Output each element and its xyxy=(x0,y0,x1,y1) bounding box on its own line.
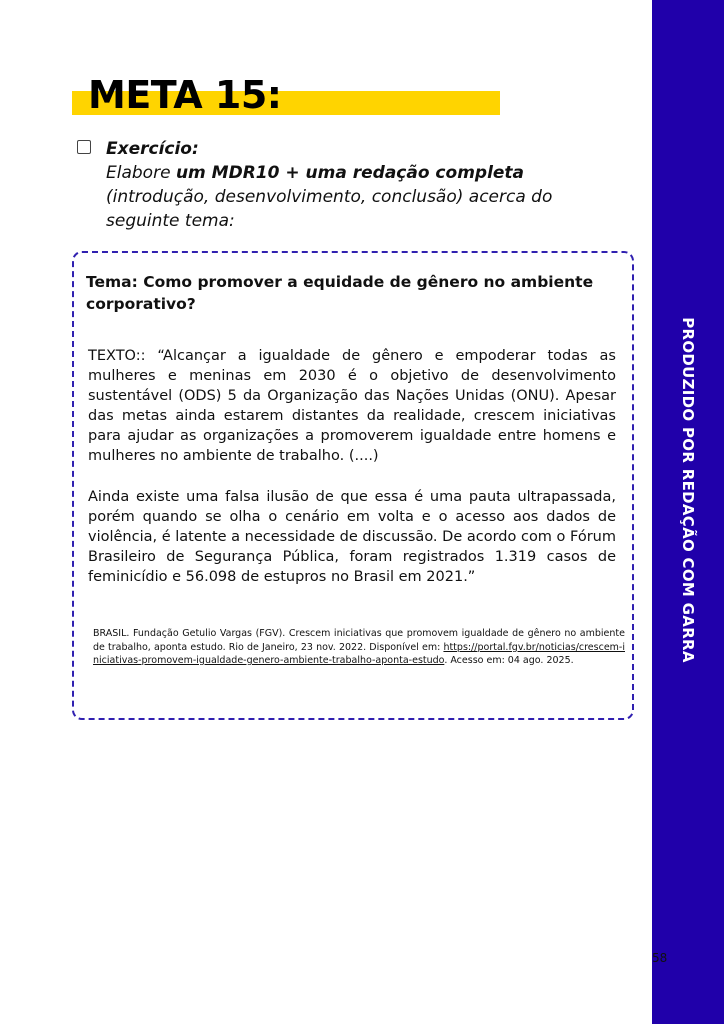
exercise-text-start: Elabore xyxy=(106,163,176,183)
citation-text: BRASIL. Fundação Getulio Vargas (FGV). Crescem iniciativas que promovem igualdade de gênero no ambiente de trabalho, aponta estudo. Rio de Janeiro, 23 nov. 2022. Disponível em: xyxy=(93,628,625,653)
citation-access: . Acesso em: 04 ago. 2025. xyxy=(444,655,574,666)
page-number: 58 xyxy=(652,951,668,965)
motivating-text-paragraph: Ainda existe uma falsa ilusão de que essa é uma pauta ultrapassada, porém quando se olha o cenário em volta e o acesso aos dados de violência, é latente a necessidade de discussão. De acordo com o Fórum Brasileiro de Segurança Pública, foram registrados 1.319 casos de feminicídio e 56.098 de estupros no Brasil em 2021.” xyxy=(88,489,616,585)
exercise-label: Exercício: xyxy=(106,139,199,159)
theme-title: Tema: Como promover a equidade de gênero no ambiente corporativo? xyxy=(86,273,594,313)
exercise-text-bold: um MDR10 + uma redação completa xyxy=(175,163,525,183)
exercise-text-end: (introdução, desenvolvimento, conclusão) acerca do seguinte tema: xyxy=(106,187,553,231)
exercise-text xyxy=(106,161,626,233)
exercise-instructions xyxy=(106,137,626,233)
sidebar-banner xyxy=(652,0,724,1024)
page-title: META 15: xyxy=(88,73,282,117)
motivating-text-paragraph: TEXTO:: “Alcançar a igualdade de gênero e empoderar todas as mulheres e meninas em 2030 é o objetivo de desenvolvimento sustentável (ODS) 5 da Organização das Nações Unidas (ONU). Apesar das metas ainda estarem distantes da realidade, crescem iniciativas para ajudar as organizações a promoverem igualdade entre homens e mulheres no ambiente de trabalho. (....) xyxy=(88,348,616,464)
sidebar-text: PRODUZIDO POR REDAÇÃO COM GARRA xyxy=(679,317,697,663)
citation xyxy=(93,627,625,668)
citation-link[interactable]: https://portal.fgv.br/noticias/crescem-iniciativas-promovem-igualdade-genero-ambiente-trabalho-aponta-estudo xyxy=(93,641,625,666)
exercise-checkbox[interactable] xyxy=(77,140,91,154)
